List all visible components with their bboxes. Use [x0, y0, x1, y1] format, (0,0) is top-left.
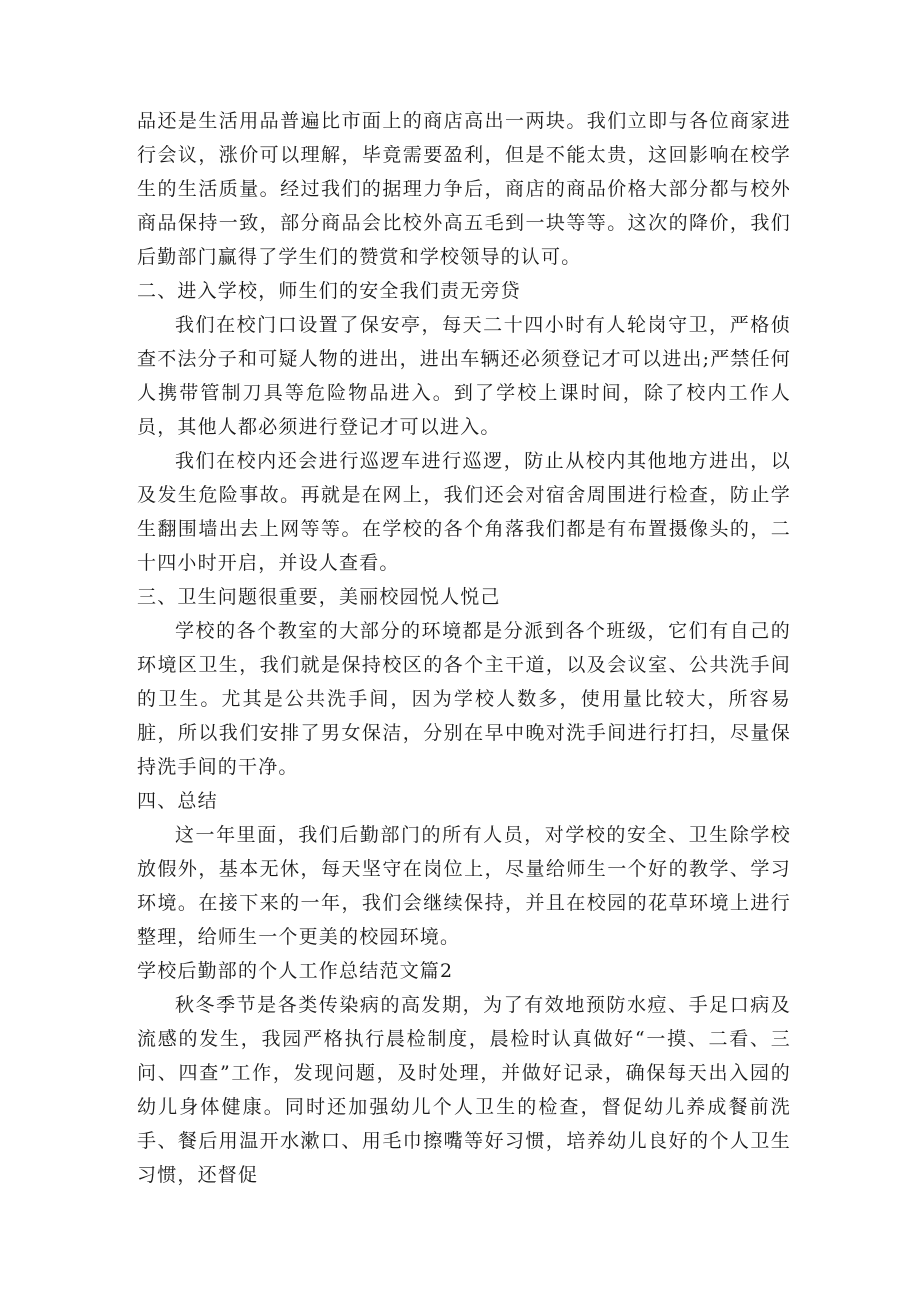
section-heading: 三、卫生问题很重要，美丽校园悦人悦己 [137, 586, 501, 608]
article-title: 学校后勤部的个人工作总结范文篇2 [137, 960, 454, 982]
body-paragraph: 这一年里面，我们后勤部门的所有人员，对学校的安全、卫生除学校放假外，基本无休，每天坚守在岗位上，尽量给师生一个好的教学、学习环境。在接下来的一年，我们会继续保持，并且在校园的花草环境上进行整理，给师生一个更美的校园环境。 [137, 824, 791, 948]
section-heading: 二、进入学校，师生们的安全我们责无旁贷 [137, 280, 521, 302]
document-body [137, 104, 791, 1192]
section-heading: 四、总结 [137, 790, 218, 812]
body-paragraph: 秋冬季节是各类传染病的高发期，为了有效地预防水痘、手足口病及流感的发生，我园严格执行晨检制度，晨检时认真做好“一摸、二看、三问、四查”工作，发现问题，及时处理，并做好记录，确保每天出入园的幼儿身体健康。同时还加强幼儿个人卫生的检查，督促幼儿养成餐前洗手、餐后用温开水漱口、用毛巾擦嘴等好习惯，培养幼儿良好的个人卫生习惯，还督促 [137, 994, 791, 1186]
body-paragraph: 学校的各个教室的大部分的环境都是分派到各个班级，它们有自己的环境区卫生，我们就是保持校区的各个主干道，以及会议室、公共洗手间的卫生。尤其是公共洗手间，因为学校人数多，使用量比较大，所容易脏，所以我们安排了男女保洁，分别在早中晚对洗手间进行打扫，尽量保持洗手间的干净。 [137, 620, 791, 778]
body-paragraph: 我们在校内还会进行巡逻车进行巡逻，防止从校内其他地方进出，以及发生危险事故。再就是在网上，我们还会对宿舍周围进行检查，防止学生翻围墙出去上网等等。在学校的各个角落我们都是有布置摄像头的，二十四小时开启，并设人查看。 [137, 450, 791, 574]
body-paragraph: 品还是生活用品普遍比市面上的商店高出一两块。我们立即与各位商家进行会议，涨价可以理解，毕竟需要盈利，但是不能太贵，这回影响在校学生的生活质量。经过我们的据理力争后，商店的商品价格大部分都与校外商品保持一致，部分商品会比校外高五毛到一块等等。这次的降价，我们后勤部门赢得了学生们的赞赏和学校领导的认可。 [137, 110, 791, 268]
body-paragraph: 我们在校门口设置了保安亭，每天二十四小时有人轮岗守卫，严格侦查不法分子和可疑人物的进出，进出车辆还必须登记才可以进出;严禁任何人携带管制刀具等危险物品进入。到了学校上课时间，除了校内工作人员，其他人都必须进行登记才可以进入。 [137, 314, 792, 438]
